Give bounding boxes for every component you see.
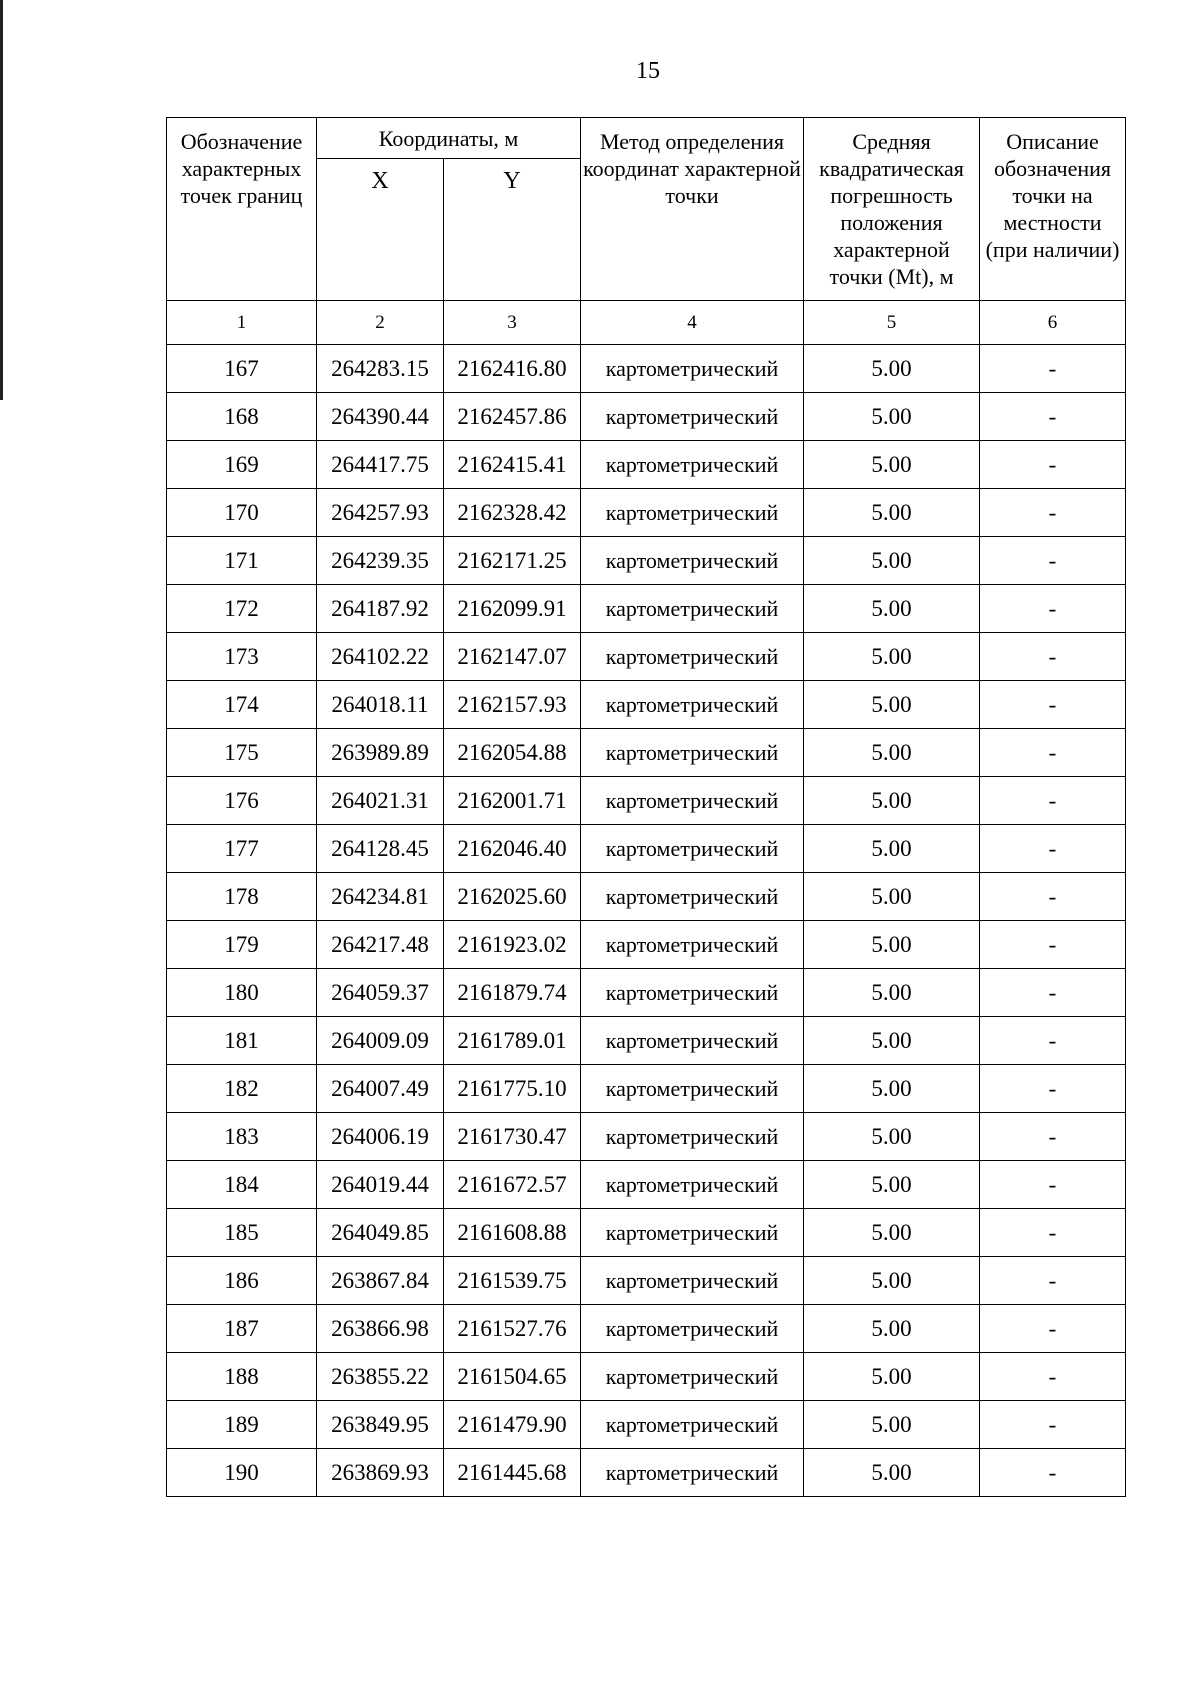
method-cell: картометрический (581, 1017, 804, 1065)
y-coordinate-cell: 2161504.65 (444, 1353, 581, 1401)
method-cell: картометрический (581, 681, 804, 729)
method-cell: картометрический (581, 1449, 804, 1497)
point-cell: 168 (167, 393, 317, 441)
error-cell: 5.00 (804, 1113, 980, 1161)
description-cell: - (980, 1449, 1126, 1497)
table-row (167, 585, 1126, 633)
description-cell: - (980, 1113, 1126, 1161)
point-cell: 186 (167, 1257, 317, 1305)
error-cell: 5.00 (804, 729, 980, 777)
point-cell: 174 (167, 681, 317, 729)
point-cell: 190 (167, 1449, 317, 1497)
error-cell: 5.00 (804, 393, 980, 441)
y-coordinate-cell: 2162157.93 (444, 681, 581, 729)
x-coordinate-cell: 264006.19 (317, 1113, 444, 1161)
x-coordinate-cell: 264102.22 (317, 633, 444, 681)
column-number: 6 (980, 301, 1126, 345)
point-cell: 171 (167, 537, 317, 585)
method-cell: картометрический (581, 1065, 804, 1113)
method-cell: картометрический (581, 441, 804, 489)
table-row (167, 969, 1126, 1017)
method-cell: картометрический (581, 1113, 804, 1161)
x-coordinate-cell: 264049.85 (317, 1209, 444, 1257)
error-cell: 5.00 (804, 825, 980, 873)
column-number: 3 (444, 301, 581, 345)
method-cell: картометрический (581, 1161, 804, 1209)
header-coordinates: Координаты, м (317, 118, 581, 159)
point-cell: 187 (167, 1305, 317, 1353)
table-row (167, 537, 1126, 585)
y-coordinate-cell: 2162001.71 (444, 777, 581, 825)
error-cell: 5.00 (804, 537, 980, 585)
description-cell: - (980, 921, 1126, 969)
method-cell: картометрический (581, 1209, 804, 1257)
point-cell: 181 (167, 1017, 317, 1065)
error-cell: 5.00 (804, 1161, 980, 1209)
page-number: 15 (636, 58, 660, 84)
method-cell: картометрический (581, 633, 804, 681)
description-cell: - (980, 585, 1126, 633)
table-row (167, 1161, 1126, 1209)
error-cell: 5.00 (804, 921, 980, 969)
table-row (167, 633, 1126, 681)
description-cell: - (980, 1017, 1126, 1065)
x-coordinate-cell: 264239.35 (317, 537, 444, 585)
y-coordinate-cell: 2161608.88 (444, 1209, 581, 1257)
x-coordinate-cell: 264009.09 (317, 1017, 444, 1065)
description-cell: - (980, 633, 1126, 681)
table-row (167, 489, 1126, 537)
point-cell: 182 (167, 1065, 317, 1113)
y-coordinate-cell: 2161775.10 (444, 1065, 581, 1113)
method-cell: картометрический (581, 1353, 804, 1401)
table-row (167, 729, 1126, 777)
description-cell: - (980, 969, 1126, 1017)
error-cell: 5.00 (804, 1449, 980, 1497)
coordinates-table (166, 117, 1126, 1497)
method-cell: картометрический (581, 969, 804, 1017)
error-cell: 5.00 (804, 1065, 980, 1113)
point-cell: 189 (167, 1401, 317, 1449)
error-cell: 5.00 (804, 1257, 980, 1305)
x-coordinate-cell: 263869.93 (317, 1449, 444, 1497)
description-cell: - (980, 873, 1126, 921)
column-number: 4 (581, 301, 804, 345)
description-cell: - (980, 1209, 1126, 1257)
error-cell: 5.00 (804, 777, 980, 825)
table-row (167, 1065, 1126, 1113)
x-coordinate-cell: 264018.11 (317, 681, 444, 729)
description-cell: - (980, 1305, 1126, 1353)
point-cell: 167 (167, 345, 317, 393)
y-coordinate-cell: 2162054.88 (444, 729, 581, 777)
description-cell: - (980, 825, 1126, 873)
method-cell: картометрический (581, 777, 804, 825)
method-cell: картометрический (581, 489, 804, 537)
x-coordinate-cell: 263849.95 (317, 1401, 444, 1449)
point-cell: 184 (167, 1161, 317, 1209)
error-cell: 5.00 (804, 681, 980, 729)
table-row (167, 441, 1126, 489)
description-cell: - (980, 489, 1126, 537)
point-cell: 172 (167, 585, 317, 633)
point-cell: 179 (167, 921, 317, 969)
error-cell: 5.00 (804, 345, 980, 393)
y-coordinate-cell: 2162099.91 (444, 585, 581, 633)
column-number: 5 (804, 301, 980, 345)
x-coordinate-cell: 263989.89 (317, 729, 444, 777)
header-description: Описание обозначения точки на местности (при наличии) (980, 118, 1126, 301)
description-cell: - (980, 681, 1126, 729)
table-row (167, 393, 1126, 441)
table-row (167, 825, 1126, 873)
error-cell: 5.00 (804, 633, 980, 681)
method-cell: картометрический (581, 921, 804, 969)
y-coordinate-cell: 2161879.74 (444, 969, 581, 1017)
point-cell: 177 (167, 825, 317, 873)
error-cell: 5.00 (804, 1353, 980, 1401)
x-coordinate-cell: 264019.44 (317, 1161, 444, 1209)
y-coordinate-cell: 2162415.41 (444, 441, 581, 489)
description-cell: - (980, 1065, 1126, 1113)
error-cell: 5.00 (804, 969, 980, 1017)
table-row (167, 873, 1126, 921)
description-cell: - (980, 1257, 1126, 1305)
description-cell: - (980, 777, 1126, 825)
error-cell: 5.00 (804, 489, 980, 537)
point-cell: 178 (167, 873, 317, 921)
table-row (167, 1401, 1126, 1449)
description-cell: - (980, 537, 1126, 585)
x-coordinate-cell: 264128.45 (317, 825, 444, 873)
x-coordinate-cell: 264417.75 (317, 441, 444, 489)
y-coordinate-cell: 2162046.40 (444, 825, 581, 873)
y-coordinate-cell: 2162328.42 (444, 489, 581, 537)
x-coordinate-cell: 263867.84 (317, 1257, 444, 1305)
point-cell: 188 (167, 1353, 317, 1401)
x-coordinate-cell: 263855.22 (317, 1353, 444, 1401)
point-cell: 173 (167, 633, 317, 681)
table-row (167, 1113, 1126, 1161)
method-cell: картометрический (581, 1401, 804, 1449)
description-cell: - (980, 1353, 1126, 1401)
y-coordinate-cell: 2162457.86 (444, 393, 581, 441)
error-cell: 5.00 (804, 441, 980, 489)
column-number: 1 (167, 301, 317, 345)
x-coordinate-cell: 264021.31 (317, 777, 444, 825)
table-row (167, 1449, 1126, 1497)
x-coordinate-cell: 264234.81 (317, 873, 444, 921)
error-cell: 5.00 (804, 1305, 980, 1353)
point-cell: 185 (167, 1209, 317, 1257)
description-cell: - (980, 441, 1126, 489)
y-coordinate-cell: 2161789.01 (444, 1017, 581, 1065)
y-coordinate-cell: 2161527.76 (444, 1305, 581, 1353)
table-row (167, 1353, 1126, 1401)
method-cell: картометрический (581, 345, 804, 393)
y-coordinate-cell: 2161730.47 (444, 1113, 581, 1161)
method-cell: картометрический (581, 1257, 804, 1305)
method-cell: картометрический (581, 393, 804, 441)
point-cell: 175 (167, 729, 317, 777)
table-row (167, 1017, 1126, 1065)
method-cell: картометрический (581, 873, 804, 921)
y-coordinate-cell: 2162171.25 (444, 537, 581, 585)
x-coordinate-cell: 264390.44 (317, 393, 444, 441)
point-cell: 170 (167, 489, 317, 537)
header-y: Y (444, 159, 581, 301)
error-cell: 5.00 (804, 1401, 980, 1449)
description-cell: - (980, 729, 1126, 777)
header-error: Средняя квадратическая погрешность положения характерной точки (Mt), м (804, 118, 980, 301)
table-row (167, 1257, 1126, 1305)
table-body (167, 345, 1126, 1497)
method-cell: картометрический (581, 729, 804, 777)
column-number-row (167, 301, 1126, 345)
table-row (167, 681, 1126, 729)
description-cell: - (980, 1161, 1126, 1209)
table-row (167, 1305, 1126, 1353)
error-cell: 5.00 (804, 1017, 980, 1065)
method-cell: картометрический (581, 585, 804, 633)
x-coordinate-cell: 264257.93 (317, 489, 444, 537)
x-coordinate-cell: 264007.49 (317, 1065, 444, 1113)
header-x: X (317, 159, 444, 301)
x-coordinate-cell: 264187.92 (317, 585, 444, 633)
table-row (167, 921, 1126, 969)
y-coordinate-cell: 2161479.90 (444, 1401, 581, 1449)
description-cell: - (980, 1401, 1126, 1449)
y-coordinate-cell: 2161539.75 (444, 1257, 581, 1305)
x-coordinate-cell: 263866.98 (317, 1305, 444, 1353)
y-coordinate-cell: 2162025.60 (444, 873, 581, 921)
description-cell: - (980, 393, 1126, 441)
method-cell: картометрический (581, 537, 804, 585)
point-cell: 169 (167, 441, 317, 489)
x-coordinate-cell: 264059.37 (317, 969, 444, 1017)
y-coordinate-cell: 2161672.57 (444, 1161, 581, 1209)
y-coordinate-cell: 2161445.68 (444, 1449, 581, 1497)
error-cell: 5.00 (804, 873, 980, 921)
method-cell: картометрический (581, 825, 804, 873)
y-coordinate-cell: 2162416.80 (444, 345, 581, 393)
description-cell: - (980, 345, 1126, 393)
error-cell: 5.00 (804, 585, 980, 633)
method-cell: картометрический (581, 1305, 804, 1353)
y-coordinate-cell: 2161923.02 (444, 921, 581, 969)
table-row (167, 345, 1126, 393)
point-cell: 183 (167, 1113, 317, 1161)
point-cell: 176 (167, 777, 317, 825)
table-row (167, 1209, 1126, 1257)
table-row (167, 777, 1126, 825)
x-coordinate-cell: 264217.48 (317, 921, 444, 969)
y-coordinate-cell: 2162147.07 (444, 633, 581, 681)
header-point: Обозначение характерных точек границ (167, 118, 317, 301)
column-number: 2 (317, 301, 444, 345)
point-cell: 180 (167, 969, 317, 1017)
header-method: Метод определения координат характерной точки (581, 118, 804, 301)
x-coordinate-cell: 264283.15 (317, 345, 444, 393)
error-cell: 5.00 (804, 1209, 980, 1257)
